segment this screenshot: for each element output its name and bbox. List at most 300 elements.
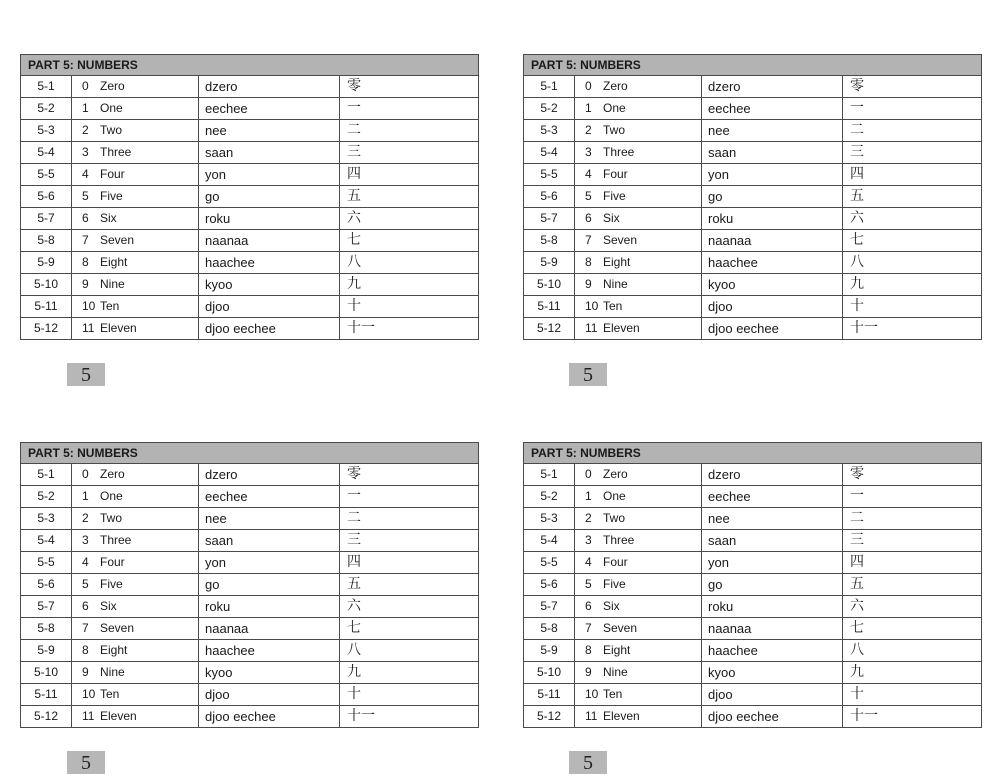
row-kanji: 十 <box>340 684 479 706</box>
row-english: Nine <box>603 665 628 679</box>
row-number-cell <box>72 552 199 574</box>
row-digit: 10 <box>82 687 96 701</box>
row-kanji: 十一 <box>843 318 982 340</box>
row-code: 5-4 <box>21 142 72 164</box>
row-english: Two <box>603 123 626 137</box>
row-digit: 8 <box>585 255 592 269</box>
row-number-cell <box>575 186 702 208</box>
row-kanji: 二 <box>843 508 982 530</box>
row-code: 5-11 <box>524 684 575 706</box>
row-digit: 4 <box>585 167 592 181</box>
row-digit: 1 <box>585 101 592 115</box>
row-number-cell <box>575 662 702 684</box>
row-code: 5-8 <box>524 618 575 640</box>
row-romaji: dzero <box>199 464 340 486</box>
row-number-cell <box>72 706 199 728</box>
row-digit: 5 <box>585 189 592 203</box>
row-digit: 7 <box>82 621 89 635</box>
row-kanji: 一 <box>340 486 479 508</box>
table-row <box>21 318 479 340</box>
row-english: Eight <box>603 643 631 657</box>
row-romaji: djoo eechee <box>702 318 843 340</box>
table-row <box>21 186 479 208</box>
row-digit: 6 <box>82 599 89 613</box>
table-row <box>21 208 479 230</box>
table-title: PART 5: NUMBERS <box>524 443 982 464</box>
row-code: 5-8 <box>21 230 72 252</box>
row-number-cell <box>72 98 199 120</box>
row-kanji: 零 <box>340 464 479 486</box>
row-kanji: 五 <box>843 186 982 208</box>
row-digit: 3 <box>82 145 89 159</box>
table-row <box>21 486 479 508</box>
row-number-cell <box>575 98 702 120</box>
row-romaji: kyoo <box>702 662 843 684</box>
row-code: 5-3 <box>21 120 72 142</box>
table-row <box>524 464 982 486</box>
row-number-cell <box>575 486 702 508</box>
row-english: Five <box>603 189 626 203</box>
row-number-cell <box>575 530 702 552</box>
row-english: Eleven <box>603 709 640 723</box>
row-code: 5-1 <box>21 464 72 486</box>
row-digit: 0 <box>585 79 592 93</box>
row-english: Eight <box>100 643 128 657</box>
row-kanji: 八 <box>843 640 982 662</box>
row-digit: 10 <box>82 299 96 313</box>
row-romaji: haachee <box>702 640 843 662</box>
row-kanji: 二 <box>843 120 982 142</box>
row-english: Seven <box>100 233 135 247</box>
table-header-row <box>524 55 982 76</box>
row-english: Ten <box>603 687 623 701</box>
table-row <box>21 618 479 640</box>
row-code: 5-2 <box>21 98 72 120</box>
row-romaji: nee <box>199 120 340 142</box>
table-header-row <box>21 443 479 464</box>
row-kanji: 八 <box>340 252 479 274</box>
row-english: Three <box>100 533 132 547</box>
row-digit: 7 <box>585 233 592 247</box>
row-romaji: roku <box>199 208 340 230</box>
row-english: Zero <box>603 467 628 481</box>
table-row <box>21 640 479 662</box>
row-number-cell <box>575 208 702 230</box>
row-romaji: go <box>199 574 340 596</box>
row-code: 5-2 <box>524 98 575 120</box>
row-romaji: roku <box>702 208 843 230</box>
row-english: Two <box>100 123 123 137</box>
row-number-cell <box>575 252 702 274</box>
row-number-cell <box>575 76 702 98</box>
table-title: PART 5: NUMBERS <box>524 55 982 76</box>
table-title: PART 5: NUMBERS <box>21 443 479 464</box>
row-number-cell <box>575 230 702 252</box>
row-english: Six <box>100 599 117 613</box>
row-code: 5-4 <box>524 530 575 552</box>
table-row <box>524 230 982 252</box>
row-english: Four <box>100 555 125 569</box>
row-kanji: 零 <box>843 464 982 486</box>
row-english: Ten <box>603 299 623 313</box>
row-kanji: 二 <box>340 508 479 530</box>
row-english: Nine <box>603 277 628 291</box>
row-number-cell <box>72 142 199 164</box>
row-english: Eleven <box>603 321 640 335</box>
row-code: 5-9 <box>524 252 575 274</box>
row-romaji: djoo <box>199 684 340 706</box>
row-number-cell <box>72 76 199 98</box>
row-kanji: 九 <box>843 274 982 296</box>
row-romaji: naanaa <box>702 618 843 640</box>
row-number-cell <box>575 142 702 164</box>
row-english: Ten <box>100 299 120 313</box>
row-code: 5-9 <box>21 252 72 274</box>
table-row <box>21 274 479 296</box>
page-number-badge: 5 <box>569 363 607 386</box>
row-romaji: dzero <box>199 76 340 98</box>
table-title: PART 5: NUMBERS <box>21 55 479 76</box>
row-kanji: 八 <box>340 640 479 662</box>
row-romaji: naanaa <box>702 230 843 252</box>
row-number-cell <box>72 574 199 596</box>
table-row <box>524 574 982 596</box>
row-digit: 10 <box>585 687 599 701</box>
table-row <box>524 142 982 164</box>
row-code: 5-6 <box>524 186 575 208</box>
row-romaji: roku <box>702 596 843 618</box>
numbers-table <box>20 54 479 340</box>
table-row <box>21 596 479 618</box>
row-digit: 5 <box>82 189 89 203</box>
row-digit: 6 <box>585 599 592 613</box>
row-english: Two <box>603 511 626 525</box>
table-row <box>21 464 479 486</box>
table-row <box>524 684 982 706</box>
table-row <box>21 684 479 706</box>
row-number-cell <box>72 464 199 486</box>
row-digit: 8 <box>82 255 89 269</box>
row-english: Nine <box>100 277 125 291</box>
row-digit: 10 <box>585 299 599 313</box>
row-digit: 3 <box>82 533 89 547</box>
row-english: Four <box>100 167 125 181</box>
table-body <box>21 464 479 728</box>
row-romaji: roku <box>199 596 340 618</box>
row-kanji: 七 <box>843 230 982 252</box>
row-digit: 1 <box>585 489 592 503</box>
page-number-badge: 5 <box>67 751 105 774</box>
row-number-cell <box>575 640 702 662</box>
row-code: 5-7 <box>524 596 575 618</box>
row-digit: 9 <box>585 277 592 291</box>
row-code: 5-12 <box>524 318 575 340</box>
row-kanji: 六 <box>843 208 982 230</box>
row-kanji: 三 <box>843 142 982 164</box>
row-kanji: 十 <box>843 684 982 706</box>
row-digit: 5 <box>82 577 89 591</box>
row-code: 5-5 <box>524 552 575 574</box>
table-row <box>524 552 982 574</box>
row-code: 5-3 <box>21 508 72 530</box>
table-row <box>21 508 479 530</box>
row-number-cell <box>575 552 702 574</box>
table-row <box>21 706 479 728</box>
row-kanji: 七 <box>340 230 479 252</box>
row-digit: 11 <box>585 321 598 335</box>
numbers-table <box>20 442 479 728</box>
row-kanji: 五 <box>340 574 479 596</box>
table-row <box>21 142 479 164</box>
row-digit: 2 <box>82 123 89 137</box>
row-number-cell <box>575 318 702 340</box>
row-number-cell <box>72 120 199 142</box>
row-romaji: naanaa <box>199 230 340 252</box>
row-english: Five <box>100 189 123 203</box>
numbers-panel-bottom-right <box>523 442 981 728</box>
row-kanji: 四 <box>843 552 982 574</box>
row-kanji: 二 <box>340 120 479 142</box>
row-code: 5-11 <box>21 684 72 706</box>
row-romaji: djoo eechee <box>702 706 843 728</box>
row-code: 5-7 <box>524 208 575 230</box>
row-digit: 4 <box>82 555 89 569</box>
row-number-cell <box>72 274 199 296</box>
row-number-cell <box>72 684 199 706</box>
row-number-cell <box>72 318 199 340</box>
row-digit: 8 <box>585 643 592 657</box>
row-code: 5-7 <box>21 596 72 618</box>
row-code: 5-6 <box>524 574 575 596</box>
table-row <box>524 208 982 230</box>
row-romaji: djoo <box>199 296 340 318</box>
row-digit: 0 <box>82 79 89 93</box>
row-english: One <box>100 101 123 115</box>
row-number-cell <box>72 296 199 318</box>
row-code: 5-12 <box>21 318 72 340</box>
row-digit: 0 <box>585 467 592 481</box>
row-code: 5-7 <box>21 208 72 230</box>
table-row <box>524 662 982 684</box>
row-number-cell <box>575 120 702 142</box>
table-row <box>21 164 479 186</box>
table-body <box>524 76 982 340</box>
row-number-cell <box>575 464 702 486</box>
row-romaji: djoo <box>702 684 843 706</box>
row-digit: 5 <box>585 577 592 591</box>
table-row <box>524 596 982 618</box>
row-code: 5-1 <box>524 76 575 98</box>
table-row <box>524 508 982 530</box>
row-number-cell <box>72 596 199 618</box>
row-kanji: 零 <box>340 76 479 98</box>
row-english: Zero <box>100 467 125 481</box>
row-english: Three <box>603 145 635 159</box>
table-row <box>524 318 982 340</box>
row-kanji: 一 <box>843 486 982 508</box>
row-number-cell <box>72 530 199 552</box>
row-code: 5-12 <box>21 706 72 728</box>
row-number-cell <box>575 596 702 618</box>
row-kanji: 六 <box>843 596 982 618</box>
row-kanji: 四 <box>340 552 479 574</box>
row-code: 5-2 <box>524 486 575 508</box>
row-english: Seven <box>603 621 638 635</box>
row-code: 5-1 <box>21 76 72 98</box>
row-number-cell <box>72 208 199 230</box>
row-kanji: 九 <box>843 662 982 684</box>
row-english: Four <box>603 555 628 569</box>
row-digit: 6 <box>82 211 89 225</box>
table-row <box>524 274 982 296</box>
row-number-cell <box>72 252 199 274</box>
row-code: 5-4 <box>524 142 575 164</box>
row-digit: 4 <box>82 167 89 181</box>
row-digit: 9 <box>82 277 89 291</box>
row-code: 5-1 <box>524 464 575 486</box>
row-digit: 7 <box>82 233 89 247</box>
row-romaji: nee <box>702 508 843 530</box>
row-english: Six <box>603 599 620 613</box>
row-romaji: saan <box>199 142 340 164</box>
table-row <box>524 640 982 662</box>
row-digit: 11 <box>82 321 95 335</box>
row-number-cell <box>72 164 199 186</box>
table-row <box>21 296 479 318</box>
row-romaji: saan <box>199 530 340 552</box>
row-romaji: yon <box>199 164 340 186</box>
row-english: One <box>603 101 626 115</box>
row-kanji: 五 <box>340 186 479 208</box>
row-romaji: kyoo <box>199 662 340 684</box>
row-number-cell <box>575 618 702 640</box>
table-row <box>21 252 479 274</box>
row-digit: 3 <box>585 533 592 547</box>
row-digit: 11 <box>82 709 95 723</box>
row-kanji: 五 <box>843 574 982 596</box>
row-kanji: 七 <box>843 618 982 640</box>
row-english: Eleven <box>100 321 137 335</box>
row-romaji: eechee <box>199 486 340 508</box>
row-english: Zero <box>100 79 125 93</box>
row-english: One <box>603 489 626 503</box>
row-kanji: 十一 <box>340 706 479 728</box>
row-english: Three <box>603 533 635 547</box>
row-english: Two <box>100 511 123 525</box>
row-romaji: kyoo <box>702 274 843 296</box>
row-number-cell <box>575 274 702 296</box>
table-row <box>524 76 982 98</box>
row-digit: 9 <box>82 665 89 679</box>
row-code: 5-10 <box>21 662 72 684</box>
row-code: 5-4 <box>21 530 72 552</box>
row-digit: 1 <box>82 489 89 503</box>
row-romaji: naanaa <box>199 618 340 640</box>
row-english: Zero <box>603 79 628 93</box>
row-romaji: nee <box>199 508 340 530</box>
row-romaji: dzero <box>702 464 843 486</box>
row-code: 5-8 <box>21 618 72 640</box>
row-english: Seven <box>603 233 638 247</box>
row-number-cell <box>72 618 199 640</box>
row-english: Six <box>100 211 117 225</box>
row-number-cell <box>72 508 199 530</box>
table-row <box>524 296 982 318</box>
row-number-cell <box>72 640 199 662</box>
row-code: 5-10 <box>524 274 575 296</box>
numbers-panel-top-left <box>20 54 478 340</box>
numbers-panel-bottom-left <box>20 442 478 728</box>
table-row <box>21 120 479 142</box>
row-romaji: yon <box>702 552 843 574</box>
row-digit: 1 <box>82 101 89 115</box>
row-romaji: eechee <box>702 486 843 508</box>
row-kanji: 零 <box>843 76 982 98</box>
table-row <box>21 98 479 120</box>
row-kanji: 七 <box>340 618 479 640</box>
row-romaji: go <box>702 574 843 596</box>
table-row <box>21 574 479 596</box>
row-kanji: 九 <box>340 662 479 684</box>
row-romaji: djoo eechee <box>199 318 340 340</box>
row-kanji: 四 <box>843 164 982 186</box>
row-romaji: nee <box>702 120 843 142</box>
numbers-table <box>523 54 982 340</box>
row-code: 5-10 <box>21 274 72 296</box>
row-code: 5-9 <box>524 640 575 662</box>
row-number-cell <box>575 164 702 186</box>
row-english: Eleven <box>100 709 137 723</box>
table-row <box>524 98 982 120</box>
row-romaji: go <box>702 186 843 208</box>
row-english: Five <box>100 577 123 591</box>
table-row <box>524 186 982 208</box>
table-body <box>21 76 479 340</box>
row-romaji: yon <box>702 164 843 186</box>
row-number-cell <box>575 684 702 706</box>
table-row <box>21 552 479 574</box>
row-romaji: djoo eechee <box>199 706 340 728</box>
row-code: 5-11 <box>524 296 575 318</box>
row-code: 5-3 <box>524 120 575 142</box>
row-romaji: eechee <box>199 98 340 120</box>
row-kanji: 三 <box>340 530 479 552</box>
row-number-cell <box>575 574 702 596</box>
row-code: 5-6 <box>21 186 72 208</box>
row-kanji: 十一 <box>843 706 982 728</box>
row-digit: 3 <box>585 145 592 159</box>
row-english: One <box>100 489 123 503</box>
row-english: Seven <box>100 621 135 635</box>
table-row <box>21 662 479 684</box>
row-english: Eight <box>603 255 631 269</box>
row-romaji: dzero <box>702 76 843 98</box>
table-row <box>524 120 982 142</box>
row-kanji: 六 <box>340 208 479 230</box>
row-code: 5-11 <box>21 296 72 318</box>
table-row <box>524 164 982 186</box>
row-kanji: 一 <box>843 98 982 120</box>
row-code: 5-6 <box>21 574 72 596</box>
row-kanji: 六 <box>340 596 479 618</box>
row-code: 5-5 <box>21 552 72 574</box>
page-number-badge: 5 <box>67 363 105 386</box>
numbers-panel-top-right <box>523 54 981 340</box>
row-digit: 8 <box>82 643 89 657</box>
row-english: Four <box>603 167 628 181</box>
table-row <box>524 706 982 728</box>
table-header-row <box>21 55 479 76</box>
